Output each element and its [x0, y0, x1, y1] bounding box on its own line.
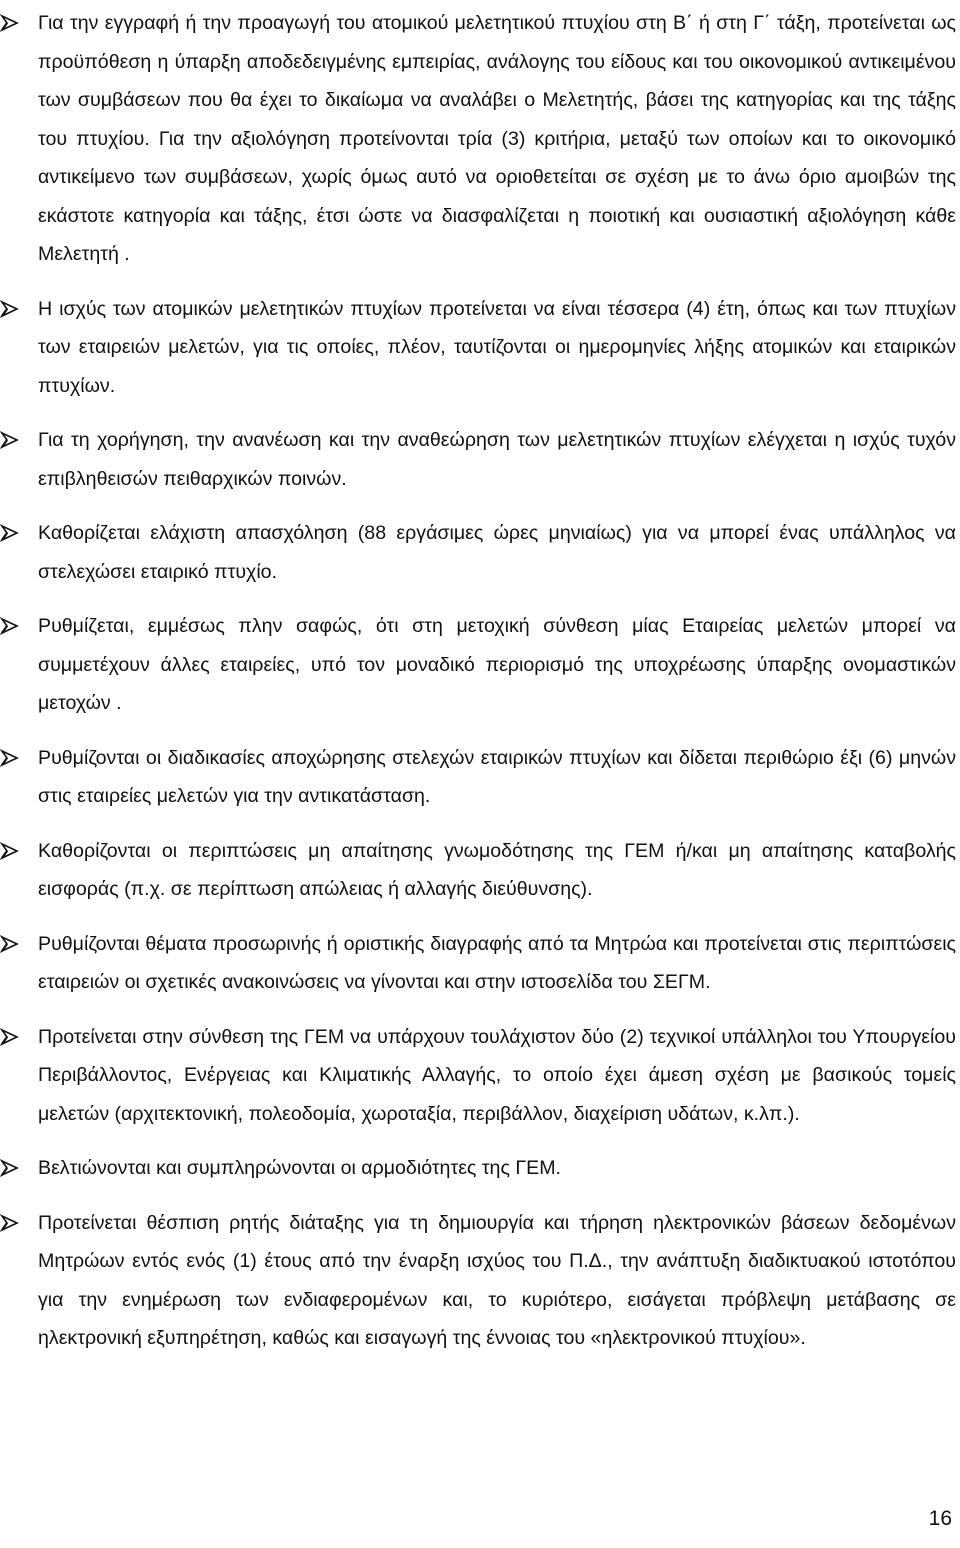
- list-item: [0, 514, 960, 591]
- list-item-text: Για τη χορήγηση, την ανανέωση και την αναθεώρηση των μελετητικών πτυχίων ελέγχεται η ισχύς τυχόν επιβληθεισών πειθαρχικών ποινών.: [38, 429, 956, 490]
- list-item: [0, 1204, 960, 1358]
- list-item-text: Ρυθμίζονται θέματα προσωρινής ή οριστικής διαγραφής από τα Μητρώα και προτείνεται στις περιπτώσεις εταιρειών οι σχετικές ανακοινώσεις να γίνονται και στην ιστοσελίδα του ΣΕΓΜ.: [38, 932, 956, 993]
- arrow-checkmark-bullet-icon: [0, 1158, 20, 1178]
- list-item: [0, 1149, 960, 1188]
- list-item: [0, 832, 960, 909]
- list-item: [0, 4, 960, 274]
- list-item-text: Ρυθμίζεται, εμμέσως πλην σαφώς, ότι στη μετοχική σύνθεση μίας Εταιρείας μελετών μπορεί να συμμετέχουν άλλες εταιρείες, υπό τον μοναδικό περιορισμό της υποχρέωσης ύπαρξης ονομαστικών μετοχών .: [38, 615, 956, 714]
- list-item: [0, 1018, 960, 1134]
- list-item: [0, 739, 960, 816]
- list-item: [0, 925, 960, 1002]
- arrow-checkmark-bullet-icon: [0, 616, 20, 636]
- list-item-text: Καθορίζεται ελάχιστη απασχόληση (88 εργάσιμες ώρες μηνιαίως) για να μπορεί ένας υπάλληλος να στελεχώσει εταιρικό πτυχίο.: [38, 522, 956, 583]
- arrow-checkmark-bullet-icon: [0, 841, 20, 861]
- arrow-checkmark-bullet-icon: [0, 934, 20, 954]
- arrow-checkmark-bullet-icon: [0, 748, 20, 768]
- list-item-text: Βελτιώνονται και συμπληρώνονται οι αρμοδιότητες της ΓΕΜ.: [38, 1157, 561, 1179]
- arrow-checkmark-bullet-icon: [0, 299, 20, 319]
- list-item: [0, 421, 960, 498]
- arrow-checkmark-bullet-icon: [0, 1027, 20, 1047]
- list-item-text: Καθορίζονται οι περιπτώσεις μη απαίτησης γνωμοδότησης της ΓΕΜ ή/και μη απαίτησης καταβολής εισφοράς (π.χ. σε περίπτωση απώλειας ή αλλαγής διεύθυνσης).: [38, 839, 956, 900]
- list-item-text: Για την εγγραφή ή την προαγωγή του ατομικού μελετητικού πτυχίου στη Β΄ ή στη Γ΄ τάξη, προτείνεται ως προϋπόθεση η ύπαρξη αποδεδειγμένης εμπειρίας, ανάλογης του είδους και του οικονομικού αντικειμένου των συμβάσεων που θα έχει το δικαίωμα να αναλάβει ο Μελετητής, βάσει της κατηγορίας και της τάξης του πτυχίου. Για την αξιολόγηση προτείνονται τρία (3) κριτήρια, μεταξύ των οποίων και το οικονομικό αντικείμενο των συμβάσεων, χωρίς όμως αυτό να οριοθετείται σε σχέση με το άνω όριο αμοιβών της εκάστοτε κατηγορία και τάξης, έτσι ώστε να διασφαλίζεται η ποιοτική και ουσιαστική αξιολόγηση κάθε Μελετητή .: [38, 12, 956, 265]
- list-item-text: Ρυθμίζονται οι διαδικασίες αποχώρησης στελεχών εταιρικών πτυχίων και δίδεται περιθώριο έξι (6) μηνών στις εταιρείες μελετών για την αντικατάσταση.: [38, 746, 956, 807]
- list-item-text: Η ισχύς των ατομικών μελετητικών πτυχίων προτείνεται να είναι τέσσερα (4) έτη, όπως και των πτυχίων των εταιρειών μελετών, για τις οποίες, πλέον, ταυτίζονται οι ημερομηνίες λήξης ατομικών και εταιρικών πτυχίων.: [38, 297, 956, 397]
- list-item-text: Προτείνεται θέσπιση ρητής διάταξης για τη δημιουργία και τήρηση ηλεκτρονικών βάσεων δεδομένων Μητρώων εντός ενός (1) έτους από την έναρξη ισχύος του Π.Δ., την ανάπτυξη διαδικτυακού ιστοτόπου για την ενημέρωση των ενδιαφερομένων και, το κυριότερο, εισάγεται πρόβλεψη μετάβασης σε ηλεκτρονική εξυπηρέτηση, καθώς και εισαγωγή της έννοιας του «ηλεκτρονικού πτυχίου».: [38, 1211, 956, 1349]
- list-item-text: Προτείνεται στην σύνθεση της ΓΕΜ να υπάρχουν τουλάχιστον δύο (2) τεχνικοί υπάλληλοι του Υπουργείου Περιβάλλοντος, Ενέργειας και Κλιματικής Αλλαγής, το οποίο έχει άμεση σχέση με βασικούς τομείς μελετών (αρχιτεκτονική, πολεοδομία, χωροταξία, περιβάλλον, διαχείριση υδάτων, κ.λπ.).: [38, 1025, 956, 1125]
- arrow-checkmark-bullet-icon: [0, 1213, 20, 1233]
- list-item: [0, 607, 960, 723]
- arrow-checkmark-bullet-icon: [0, 13, 20, 33]
- page-number: 16: [928, 1507, 952, 1530]
- list-item: [0, 290, 960, 406]
- arrow-checkmark-bullet-icon: [0, 430, 20, 450]
- arrow-checkmark-bullet-icon: [0, 523, 20, 543]
